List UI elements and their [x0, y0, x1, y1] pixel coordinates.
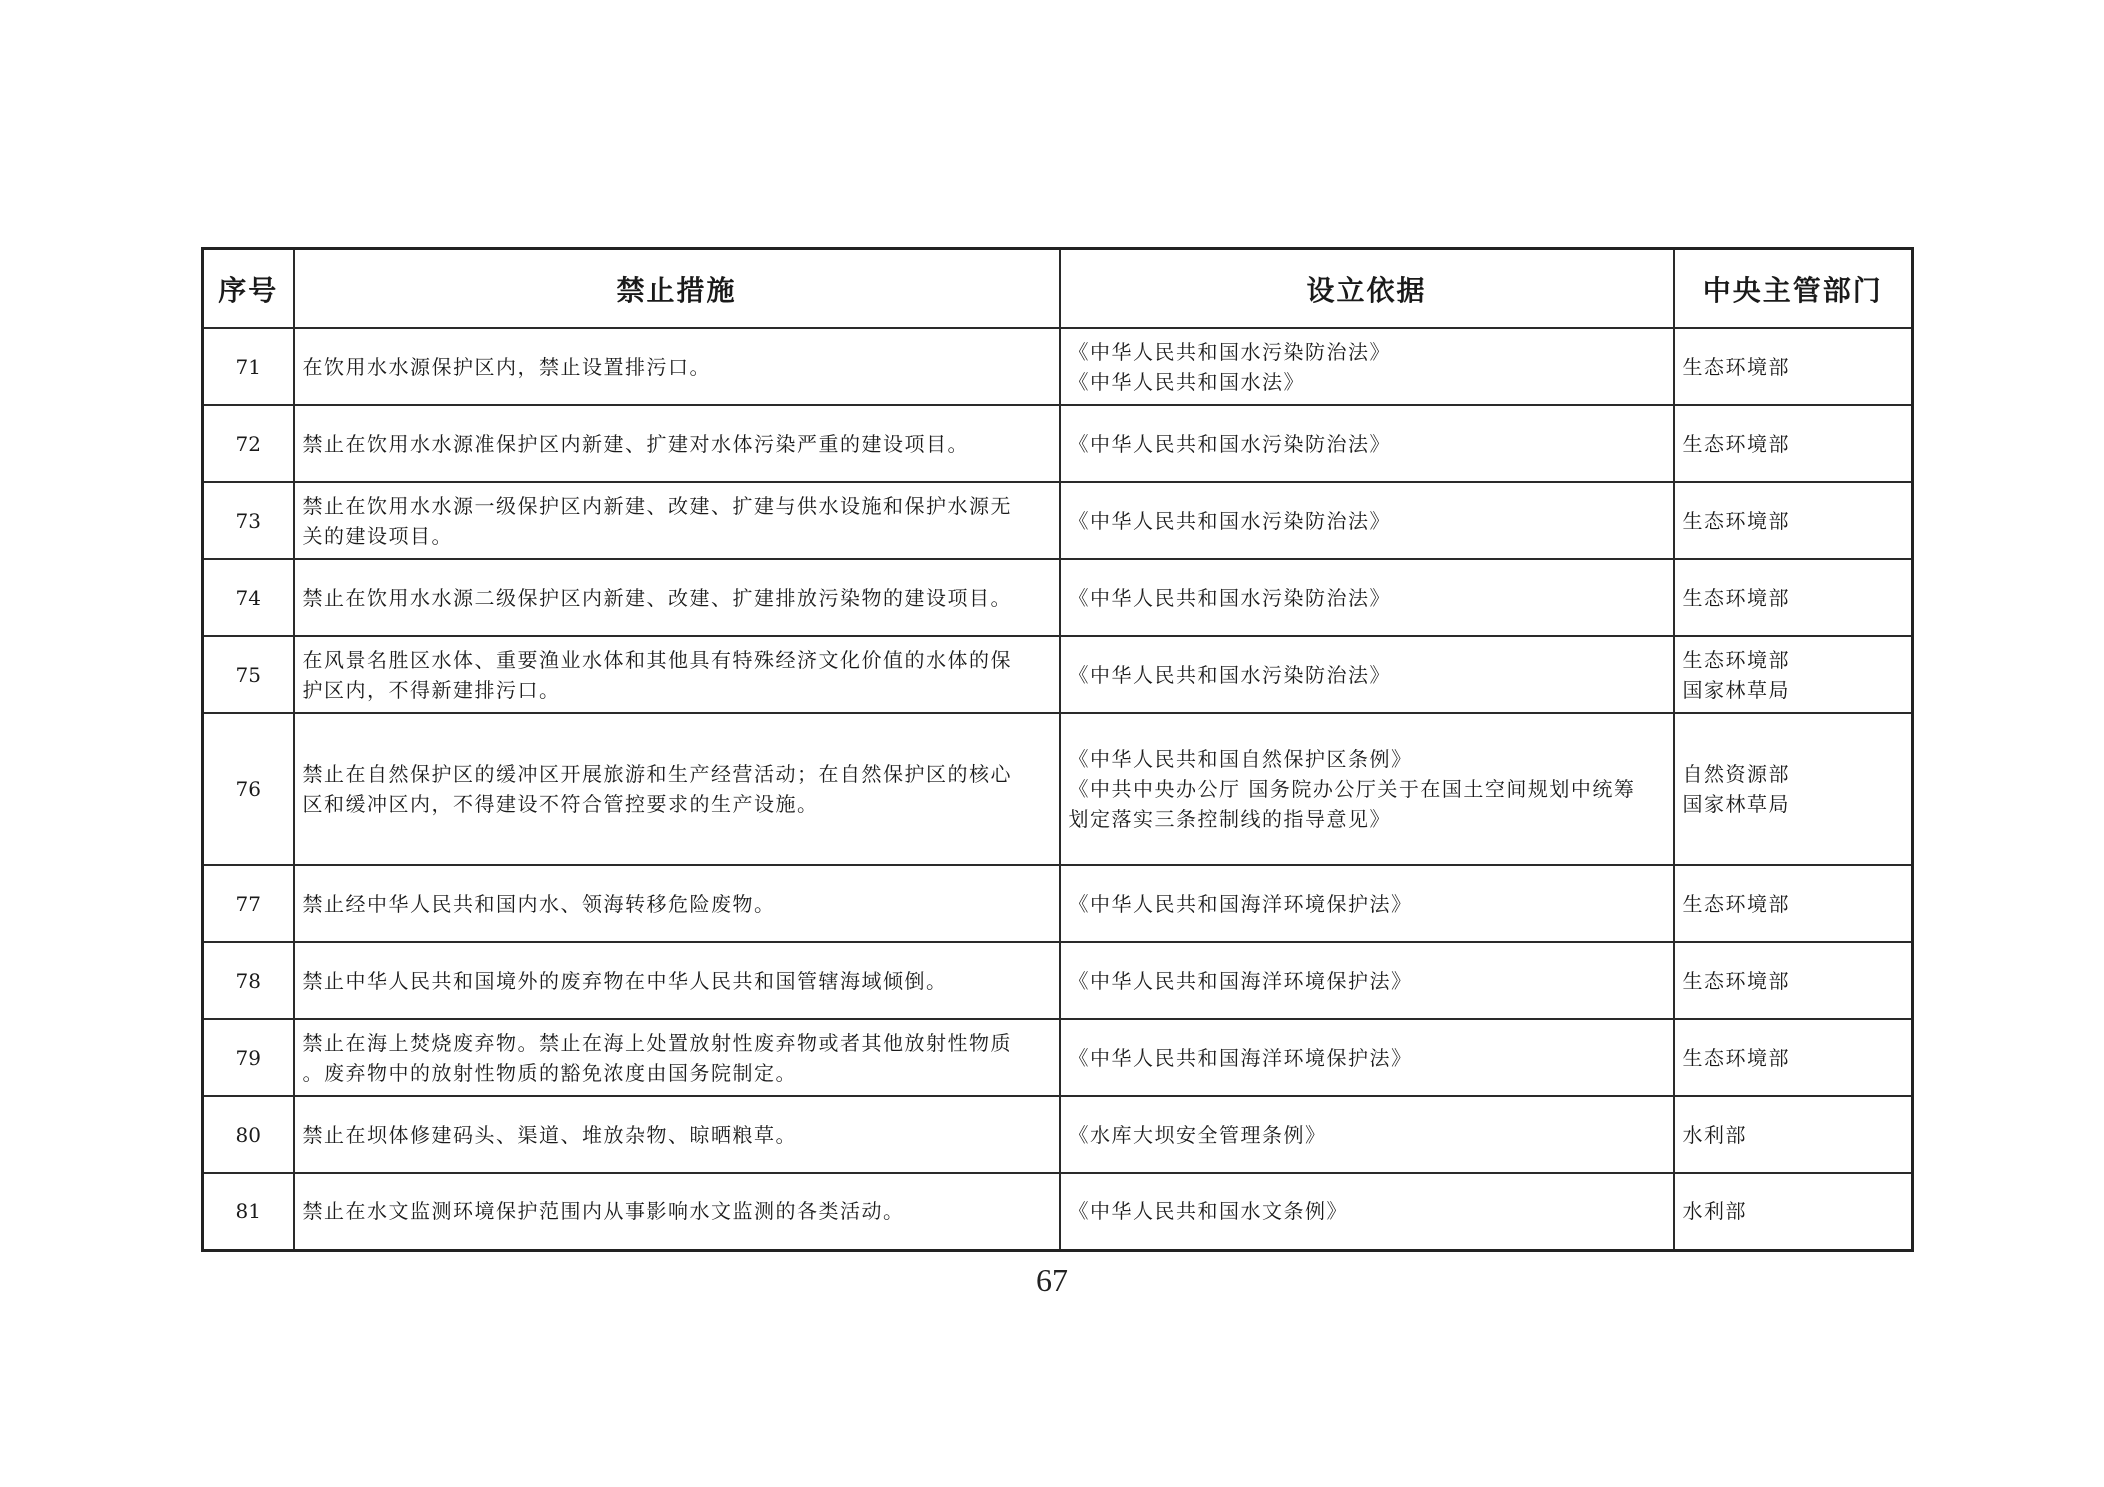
cell-prohibited-measure-line: 禁止在饮用水水源一级保护区内新建、改建、扩建与供水设施和保护水源无 [302, 493, 1012, 518]
header-legal-basis: 设立依据 [1060, 249, 1674, 329]
cell-competent-department-line: 国家林草局 [1682, 792, 1790, 816]
table-row [203, 328, 1913, 405]
cell-prohibited-measure [294, 1096, 1060, 1173]
cell-competent-department-line: 生态环境部 [1682, 431, 1790, 456]
cell-legal-basis-line: 《中华人民共和国海洋环境保护法》 [1068, 968, 1413, 993]
cell-serial-number: 80 [203, 1096, 294, 1173]
cell-competent-department [1674, 713, 1913, 865]
table-row [203, 636, 1913, 713]
cell-prohibited-measure [294, 865, 1060, 942]
cell-competent-department-line: 国家林草局 [1682, 677, 1790, 702]
cell-competent-department [1674, 328, 1913, 405]
cell-serial-number: 73 [203, 482, 294, 559]
cell-serial-number: 71 [203, 328, 294, 405]
cell-competent-department-line: 生态环境部 [1682, 585, 1790, 610]
cell-serial-number: 76 [203, 713, 294, 865]
cell-serial-number: 78 [203, 942, 294, 1019]
cell-prohibited-measure [294, 559, 1060, 636]
cell-prohibited-measure-line: 禁止在海上焚烧废弃物。禁止在海上处置放射性废弃物或者其他放射性物质 [302, 1030, 1012, 1055]
cell-legal-basis [1060, 713, 1674, 865]
table-row [203, 559, 1913, 636]
cell-legal-basis-line: 《中华人民共和国海洋环境保护法》 [1068, 891, 1413, 916]
table-body [203, 328, 1913, 1250]
cell-prohibited-measure-line: 禁止在水文监测环境保护范围内从事影响水文监测的各类活动。 [302, 1199, 905, 1224]
cell-prohibited-measure-line: 在风景名胜区水体、重要渔业水体和其他具有特殊经济文化价值的水体的保 [302, 647, 1012, 672]
cell-serial-number: 77 [203, 865, 294, 942]
cell-legal-basis-line: 《中华人民共和国水污染防治法》 [1068, 585, 1391, 610]
cell-competent-department [1674, 405, 1913, 482]
cell-prohibited-measure [294, 482, 1060, 559]
cell-competent-department-line: 生态环境部 [1682, 968, 1790, 993]
cell-competent-department [1674, 559, 1913, 636]
table-row [203, 942, 1913, 1019]
cell-prohibited-measure [294, 1173, 1060, 1250]
cell-competent-department-line: 生态环境部 [1682, 354, 1790, 379]
cell-prohibited-measure [294, 636, 1060, 713]
cell-legal-basis [1060, 1096, 1674, 1173]
cell-competent-department [1674, 865, 1913, 942]
header-prohibited-measure: 禁止措施 [294, 249, 1060, 329]
cell-prohibited-measure-line: 禁止中华人民共和国境外的废弃物在中华人民共和国管辖海域倾倒。 [302, 968, 948, 993]
cell-competent-department-line: 生态环境部 [1682, 891, 1790, 916]
cell-competent-department-line: 生态环境部 [1682, 508, 1790, 533]
cell-serial-number: 81 [203, 1173, 294, 1250]
cell-serial-number: 72 [203, 405, 294, 482]
cell-legal-basis-line: 划定落实三条控制线的指导意见》 [1068, 807, 1391, 831]
cell-competent-department-line: 水利部 [1682, 1122, 1747, 1147]
cell-competent-department-line: 生态环境部 [1682, 647, 1790, 672]
cell-prohibited-measure-line: 禁止在饮用水水源二级保护区内新建、改建、扩建排放污染物的建设项目。 [302, 585, 1012, 610]
cell-prohibited-measure-line: 区和缓冲区内，不得建设不符合管控要求的生产设施。 [302, 792, 819, 816]
cell-prohibited-measure-line: 。废弃物中的放射性物质的豁免浓度由国务院制定。 [302, 1060, 797, 1085]
cell-legal-basis-line: 《中华人民共和国水污染防治法》 [1068, 431, 1391, 456]
page-number: 67 [1036, 1262, 1068, 1298]
table-row [203, 1019, 1913, 1096]
cell-legal-basis [1060, 942, 1674, 1019]
cell-legal-basis-line: 《中共中央办公厅 国务院办公厅关于在国土空间规划中统筹 [1068, 777, 1636, 801]
cell-legal-basis-line: 《水库大坝安全管理条例》 [1068, 1122, 1327, 1147]
table-row [203, 1096, 1913, 1173]
cell-competent-department-line: 自然资源部 [1682, 762, 1790, 786]
cell-prohibited-measure-line: 禁止在坝体修建码头、渠道、堆放杂物、晾晒粮草。 [302, 1122, 797, 1147]
cell-prohibited-measure-line: 关的建设项目。 [302, 523, 453, 548]
cell-legal-basis-line: 《中华人民共和国水污染防治法》 [1068, 662, 1391, 687]
cell-legal-basis [1060, 1019, 1674, 1096]
cell-prohibited-measure-line: 禁止在饮用水水源准保护区内新建、扩建对水体污染严重的建设项目。 [302, 431, 969, 456]
cell-competent-department [1674, 942, 1913, 1019]
cell-competent-department [1674, 1019, 1913, 1096]
cell-serial-number: 75 [203, 636, 294, 713]
cell-legal-basis-line: 《中华人民共和国水污染防治法》 [1068, 508, 1391, 533]
table-header-row [203, 249, 1913, 329]
cell-legal-basis [1060, 1173, 1674, 1250]
cell-prohibited-measure [294, 405, 1060, 482]
cell-prohibited-measure [294, 1019, 1060, 1096]
cell-serial-number: 74 [203, 559, 294, 636]
cell-prohibited-measure-line: 在饮用水水源保护区内，禁止设置排污口。 [302, 354, 711, 379]
cell-legal-basis [1060, 636, 1674, 713]
table-row [203, 405, 1913, 482]
cell-legal-basis-line: 《中华人民共和国水污染防治法》 [1068, 339, 1391, 364]
cell-competent-department [1674, 1096, 1913, 1173]
cell-serial-number: 79 [203, 1019, 294, 1096]
cell-legal-basis [1060, 482, 1674, 559]
cell-prohibited-measure [294, 713, 1060, 865]
cell-legal-basis [1060, 559, 1674, 636]
cell-competent-department [1674, 1173, 1913, 1250]
header-serial-number: 序号 [203, 249, 294, 329]
cell-legal-basis-line: 《中华人民共和国水法》 [1068, 369, 1305, 394]
cell-prohibited-measure-line: 护区内，不得新建排污口。 [302, 677, 561, 702]
regulation-table [201, 247, 1914, 1252]
cell-legal-basis [1060, 405, 1674, 482]
cell-prohibited-measure [294, 942, 1060, 1019]
table-row [203, 865, 1913, 942]
cell-prohibited-measure-line: 禁止在自然保护区的缓冲区开展旅游和生产经营活动；在自然保护区的核心 [302, 762, 1012, 786]
cell-legal-basis-line: 《中华人民共和国水文条例》 [1068, 1199, 1348, 1224]
cell-competent-department-line: 生态环境部 [1682, 1045, 1790, 1070]
cell-competent-department [1674, 636, 1913, 713]
table-row [203, 713, 1913, 865]
header-competent-department: 中央主管部门 [1674, 249, 1913, 329]
cell-legal-basis [1060, 328, 1674, 405]
table-row [203, 1173, 1913, 1250]
cell-competent-department [1674, 482, 1913, 559]
cell-competent-department-line: 水利部 [1682, 1199, 1747, 1224]
table-row [203, 482, 1913, 559]
cell-legal-basis [1060, 865, 1674, 942]
cell-legal-basis-line: 《中华人民共和国海洋环境保护法》 [1068, 1045, 1413, 1070]
cell-prohibited-measure-line: 禁止经中华人民共和国内水、领海转移危险废物。 [302, 891, 776, 916]
cell-legal-basis-line: 《中华人民共和国自然保护区条例》 [1068, 747, 1413, 771]
cell-prohibited-measure [294, 328, 1060, 405]
